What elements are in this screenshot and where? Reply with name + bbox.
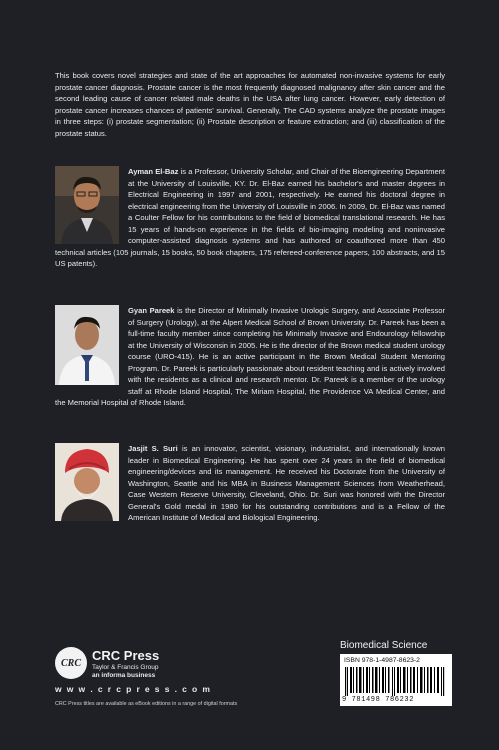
publisher-business: an informa business [92,672,156,679]
author-bio-suri [55,443,445,524]
ebook-note: CRC Press titles are available as eBook editions in a range of digital formats [55,701,238,707]
publisher-group: Taylor & Francis Group [92,664,159,671]
isbn-text: ISBN 978-1-4987-8623-2 [344,657,420,664]
author-photo-el-baz [55,166,119,244]
author-bio-pareek [55,305,445,409]
author-text-pareek: is the Director of Minimally Invasive Urologic Surgery, and Associate Professor of Surgery (Urology), at the Alpert Medical School of Brown University. Dr. Pareek has been a full-time faculty member since completing his Minimally Invasive and Endourology fellowship at the University of Wisconsin in 2005. He is the director of the Brown medical student urology course (URO-415). He is an active participant in the Brown Medical Student Mentoring Program. Dr. Pareek is particularly passionate about resident teaching and is actively involved with the residents as a clinical and research mentor. Dr. Pareek is a member of the urology staff at Rhode Island Hospital, The Miriam Hospital, the Providence VA Medical Center, and the Memorial Hospital of Rhode Island. [55,306,446,407]
crc-logo-icon: CRC [55,647,87,679]
barcode-digits: 9 781498 786232 [342,696,415,704]
barcode-block [340,654,452,706]
author-photo-pareek [55,305,119,385]
author-bio-el-baz [55,166,445,270]
subject-category: Biomedical Science [340,640,428,651]
author-photo-suri [55,443,119,521]
author-name-suri: Jasjit S. Suri [128,444,178,453]
book-description: This book covers novel strategies and state of the art approaches for automated non-invasive systems for early prostate cancer diagnosis. Prostate cancer is the most frequently diagnosed malignancy after skin cancer and the second leading cause of cancer related male deaths in the USA after lung cancer. However, early detection of prostate cancer increases chances of patients' survival. Generally, The CAD systems analyze the prostate images in three steps: (i) prostate segmentation; (ii) Prostate description or feature extraction; and (iii) classification of the prostate status. [55,71,445,138]
barcode-icon [344,667,448,696]
author-text-el-baz: is a Professor, University Scholar, and Chair of the Bioengineering Department at the University of Louisville, KY. Dr. El-Baz earned his bachelor's and master degrees in Electrical Engineering in 1997 and 2001, respectively. He earned his doctoral degree in electrical engineering from the University of Louisville in 2006. In 2009, Dr. El-Baz was named a Coulter Fellow for his contributions to the field of biomedical translational research. He has 15 years of hands-on experience in the fields of bio-imaging modeling and noninvasive computer-assisted diagnosis systems and has authored or coauthored more than 450 technical articles (105 journals, 15 books, 50 book chapters, 175 refereed-conference papers, 100 abstracts, and 15 US patents). [55,167,445,268]
publisher-logo [55,647,275,687]
publisher-url: w w w . c r c p r e s s . c o m [55,684,212,694]
publisher-name: CRC Press [92,648,160,663]
author-text-suri: is an innovator, scientist, visionary, industrialist, and internationally known leader in Biomedical Engineering. He has spent over 24 years in the field of biomedical engineering/devices and its management. He received his Doctorate from the University of Washington, Seattle and his MBA in Business Management Sciences from Weatherhead, Case Western Reserve University, Cleveland, Ohio. Dr. Suri was honored with the Director General's Gold medal in 1980 for his outstanding contributions and is a Fellow of the American Institute of Medical and Biological Engineering. [128,444,446,522]
author-name-pareek: Gyan Pareek [128,306,175,315]
author-name-el-baz: Ayman El-Baz [128,167,179,176]
